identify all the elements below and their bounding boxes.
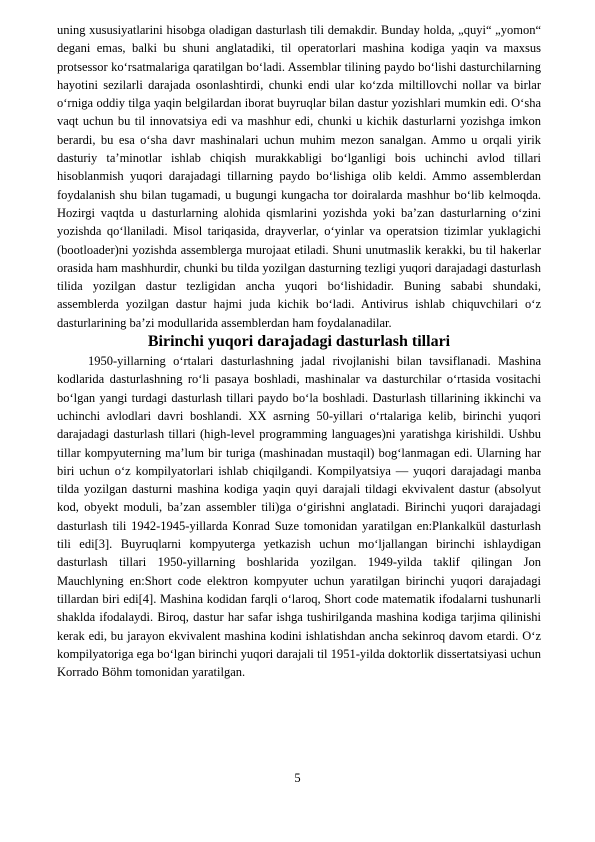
body-paragraph-assembler: uning xususiyatlarini hisobga oladigan dasturlash tili demakdir. Bunday holda, „quyi“ „yomon“ degani emas, balki bu shuni anglatadiki, til operatorlari mashina kodiga yaqin va maxsus protsessor ko‘rsatmalariga qaratilgan bo‘ladi. Assemblar tilining paydo bo‘lishi dasturchilarning hayotini sezilarli darajada osonlashtirdi, chunki endi ular ko‘zda miltillovchi nollar va birlar o‘rniga oddiy tilga yaqin belgilardan iborat buyruqlar bilan dastur yozishlari mumkin edi. O‘sha vaqt uchun bu til innovatsiya edi va mashhur edi, chunki u kichik dasturlarni yozishga imkon berardi, bu esa o‘sha davr mashinalari uchun muhim mezon sanalgan. Ammo u orqali yirik dasturiy ta’minotlar ishlab chiqish murakkabligi bo‘lganligi bois uchinchi avlod tillari hisoblanmish yuqori darajadagi tillarning paydo bo‘lishiga olib keldi. Ammo assemblerdan foydalanish shu bilan tugamadi, u bugungi kungacha tor doiralarda mashhur bo‘lib kelmoqda. Hozirgi vaqtda u dasturlarning alohida qismlarini yozishda yoki ba’zan dasturlarning o‘zini yozishda qo‘llaniladi. Misol tariqasida, drayverlar, o‘yinlar va operatsion tizimlar yuklagichi (bootloader)ni yozishda assemblerga murojaat etiladi. Shuni unutmaslik kerakki, bu til hakerlar orasida ham mashhurdir, chunki bu tilda yozilgan dasturning tezligi yuqori darajadagi dasturlash tilida yozilgan dastur tezligidan ancha yuqori bo‘lishidadir. Buning sababi shundaki, assemblerda yozilgan dastur hajmi juda kichik bo‘ladi. Antivirus ishlab chiquvchilari o‘z dasturlarining ba’zi modullarida assemblerdan ham foydalanadilar.: [57, 23, 541, 330]
body-paragraph-high-level-languages: 1950-yillarning o‘rtalari dasturlashning jadal rivojlanishi bilan tavsiflanadi. Mashina kodlarida dasturlashning ro‘li pasaya boshladi, mashinalar va dasturchilar o‘rtasida vositachi bo‘lgan yangi turdagi dasturlash tillari paydo bo‘la boshladi. Dasturlash tillarining ikkinchi va uchinchi avlodlari davri boshlandi. XX asrning 50-yillari o‘rtalariga kelib, birinchi yuqori darajadagi dasturlash tillari (high-level programming languages)ni yaratishga kirishildi. Ushbu tillar kompyuterning ma’lum bir turiga (mashinadan mustaqil) bog‘lanmagan edi. Ularning har biri uchun o‘z kompilyatorlari ishlab chiqilgandi. Kompilyatsiya — yuqori darajadagi manba tilda yozilgan dasturni mashina kodiga yaqin quyi darajali tildagi ekvivalent dastur (absolyut kod, obyekt moduli, ba’zan assembler tili)ga o‘girishni anglatadi. Birinchi yuqori darajadagi dasturlash tili 1942-1945-yillarda Konrad Suze tomonidan yaratilgan en:Plankalkül dasturlash tili edi[3]. Buyruqlarni kompyuterga yetkazish uchun mo‘ljallangan birinchi ishlaydigan dasturlash tillari 1950-yillarning boshlarida yozilgan. 1949-yilda taklif qilingan Jon Mauchlyning en:Short code elektron kompyuter uchun yaratilgan birinchi yuqori darajadagi tillardan biri edi[4]. Mashina kodidan farqli o‘laroq, Short code matematik ifodalarni tushunarli shaklda ifodalaydi. Biroq, dastur har safar ishga tushirilganda mashina kodiga tarjima qilinishi kerak edi, bu jarayon ekvivalent mashina kodini ishlatishdan ancha sekinroq davom etardi. O‘z kompilyatoriga ega bo‘lgan birinchi yuqori darajali til 1951-yilda doktorlik dissertatsiyasi uchun Korrado Böhm tomonidan yaratilgan.: [57, 354, 541, 680]
section-heading: Birinchi yuqori darajadagi dasturlash tillari: [147, 333, 451, 351]
document-page: [57, 21, 541, 681]
page-number: 5: [294, 771, 301, 785]
